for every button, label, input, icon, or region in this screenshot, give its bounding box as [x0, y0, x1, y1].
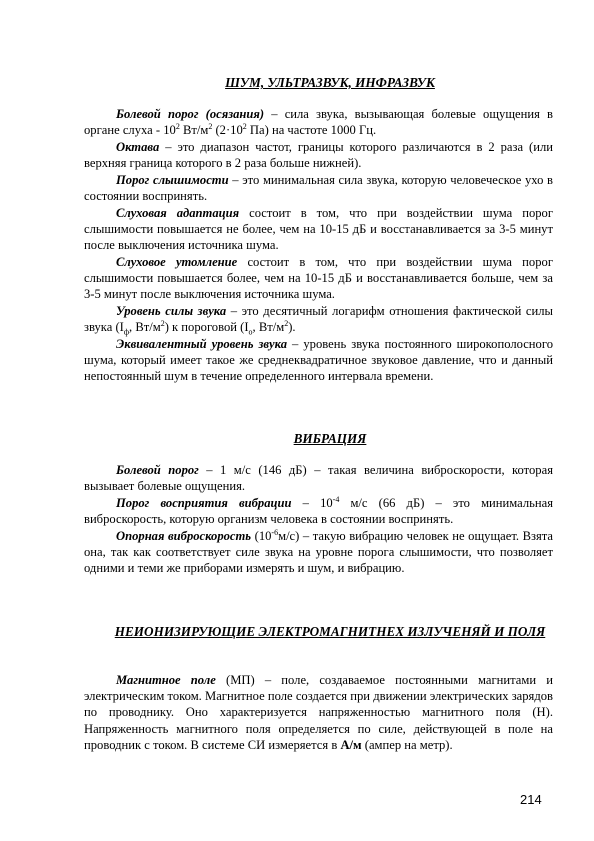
term-vibration-pain-threshold: Болевой порог [116, 463, 199, 477]
paragraph-equivalent-sound-level: Эквивалентный уровень звука – уровень звука постоянного широкополосного шума, который имеет такое же среднеквадратичное звуковое давление, что и данный непостоянный шум в течение определенного интервала времени. [84, 337, 553, 384]
paragraph-sound-intensity-level: Уровень силы звука – это десятичный логарифм отношения фактической силы звука ($I_ф$, $Вт/м^2$) к пороговой ($I_о$, $Вт/м^2$). [84, 304, 553, 337]
paragraph-pain-threshold-touch: Болевой порог (осязания) – сила звука, вызывающая болевые ощущения в органе слуха - $10^2$ $Вт/м^2$ ($2\cdot 10^2$ Па) на частоте 1000 Гц. [84, 107, 553, 138]
paragraph-octave: Октава – это диапазон частот, границы которого различаются в 2 раза (или верхняя граница которого в 2 раза больше нижней). [84, 140, 553, 171]
term-pain-threshold-touch: Болевой порог (осязания) [116, 107, 265, 121]
section-title-non-ionizing: НЕИОНИЗИРУЮЩИЕ ЭЛЕКТРОМАГНИТНЕХ ИЗЛУЧЕНЯЙ И ПОЛЯ [114, 624, 546, 639]
term-octave: Октава [116, 140, 160, 154]
section-title-noise: ШУМ, УЛЬТРАЗВУК, ИНФРАЗВУК [225, 75, 435, 90]
term-equivalent-sound-level: Эквивалентный уровень звука [116, 337, 288, 351]
term-magnetic-field: Магнитное поле [116, 673, 216, 687]
paragraph-vibration-pain-threshold: Болевой порог – 1 м/с (146 дБ) – такая величина виброскорости, которая вызывает болевые ощущения. [84, 463, 553, 494]
paragraph-magnetic-field: Магнитное поле (МП) – поле, создаваемое постоянными магнитами и электрическим током. Магнитное поле создается при движении электрических зарядов по проводнику. Оно характеризуется напряженностью магнитного поля (Н). Напряженность магнитного поля определяется по силе, действующей в поле на проводник с током. В системе СИ измеряется в А/м (ампер на метр). [84, 673, 553, 752]
section-title-vibration: ВИБРАЦИЯ [293, 431, 367, 446]
paragraph-auditory-fatigue: Слуховое утомление состоит в том, что при воздействии шума порог слышимости повышается более, чем на 10-15 дБ и восстанавливается больше, чем за 3-5 минут после выключения источника шума. [84, 255, 553, 302]
paragraph-reference-vibration-velocity: Опорная виброскорость $(10^{-6}м/с)$ – такую вибрацию человек не ощущает. Взята она, так как соответствует силе звука на уровне порога слышимости, что позволяет одними и теми же приборами измерять и шум, и вибрацию. [84, 527, 554, 576]
unit-ampere-per-meter: А/м [340, 737, 362, 752]
paragraph-vibration-perception-threshold: Порог восприятия вибрации – $10^{-4}$ м/с (66 дБ) – это минимальная виброскорость, которую организм человека в состоянии воспринять. [84, 494, 554, 527]
term-auditory-adaptation: Слуховая адаптация [116, 206, 240, 220]
page-number: 214 [520, 792, 542, 807]
term-hearing-threshold: Порог слышимости [116, 173, 229, 187]
paragraph-auditory-adaptation: Слуховая адаптация состоит в том, что при воздействии шума порог слышимости повышается не более, чем на 10-15 дБ и восстанавливается за 3-5 минут после выключения источника шума. [84, 206, 553, 253]
term-sound-intensity-level: Уровень силы звука [116, 304, 227, 318]
term-reference-vibration-velocity: Опорная виброскорость [116, 529, 252, 543]
paragraph-hearing-threshold: Порог слышимости – это минимальная сила звука, которую человеческое ухо в состоянии воспринять. [84, 173, 553, 204]
term-vibration-perception-threshold: Порог восприятия вибрации [116, 496, 292, 510]
term-auditory-fatigue: Слуховое утомление [116, 255, 238, 269]
